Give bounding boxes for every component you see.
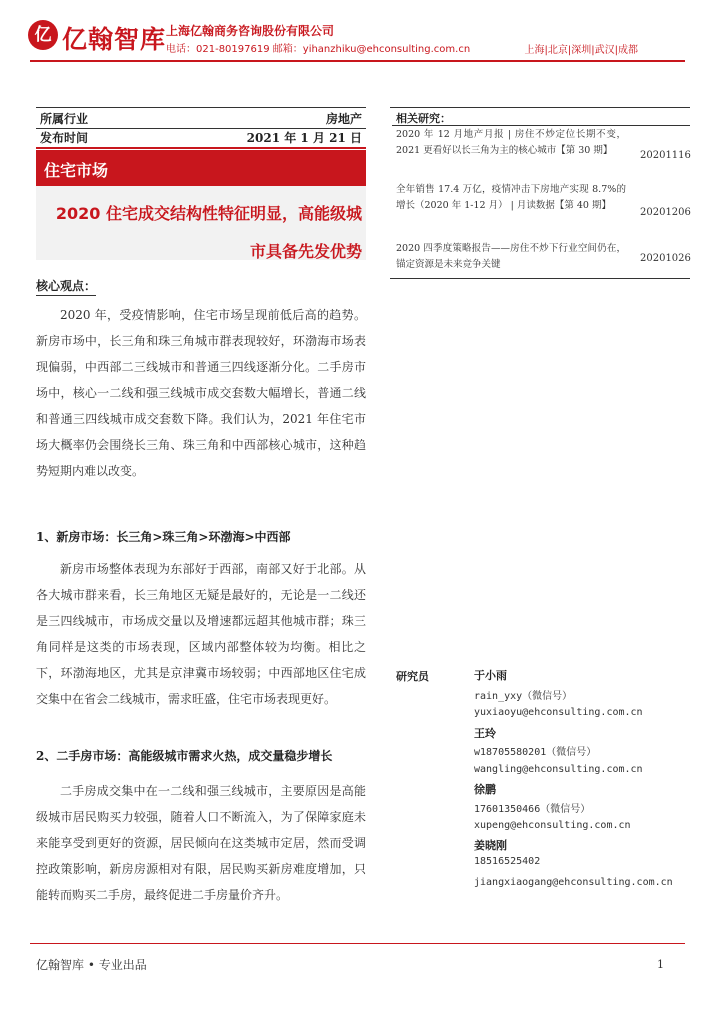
- footer-brand: 亿翰智库 • 专业出品: [36, 958, 147, 972]
- analyst-name: 王玲: [474, 727, 496, 740]
- date-row: [36, 127, 366, 149]
- industry-label: 所属行业: [40, 112, 89, 126]
- logo-mark-icon: 亿: [28, 20, 58, 50]
- footer-divider: [30, 943, 685, 944]
- related-divider: [392, 125, 690, 126]
- industry-row: [36, 107, 366, 129]
- date-label: 发布时间: [40, 131, 89, 145]
- company-name: 上海亿翰商务咨询股份有限公司: [166, 24, 335, 38]
- report-title: 2020 住宅成交结构性特征明显，高能级城市具备先发优势: [55, 204, 362, 261]
- industry-value: 房地产: [325, 112, 362, 126]
- related-item-date: 20201206: [640, 207, 691, 218]
- paragraph: 2020 年，受疫情影响，住宅市场呈现前低后高的趋势。新房市场中，长三角和珠三角城市群表现较好，环渤海市场表现偏弱，中西部二三线城市和普通三四线逐渐分化。二手房市场中，核心一二线和强三线城市成交套数大幅增长，普通二线和普通三四线城市成交套数下降。我们认为，2021 年住宅市场大概率仍会围绕长三角、珠三角和中西部核心城市，这种趋势短期内难以改变。: [36, 308, 366, 478]
- office-cities: 上海|北京|深圳|武汉|成都: [524, 45, 638, 56]
- related-item-date: 20201116: [640, 150, 691, 161]
- page-number: 1: [657, 958, 664, 971]
- resale-body: [36, 778, 366, 908]
- key-points-heading: 核心观点：: [36, 277, 96, 296]
- analyst-wechat: rain_yxy（微信号）: [474, 691, 573, 702]
- analyst-wechat: w18705580201（微信号）: [474, 747, 597, 758]
- analyst-name: 徐鹏: [474, 783, 496, 796]
- related-item-date: 20201026: [640, 253, 691, 264]
- analyst-name: 姜晓刚: [474, 839, 507, 852]
- analyst-email[interactable]: jiangxiaogang@ehconsulting.com.cn: [474, 877, 673, 888]
- header-divider: [30, 60, 685, 62]
- paragraph: 二手房成交集中在一二线和强三线城市，主要原因是高能级城市居民购买力较强，随着人口不断流入，为了保障家庭未来能享受到更好的资源，居民倾向在这类城市定居，然而受调控政策影响，新房房源相对有限，居民购买新房难度增加，只能转而购买二手房，最终促进二手房量价齐升。: [36, 784, 366, 902]
- new-homes-body: [36, 556, 366, 712]
- related-item-title[interactable]: 2020 四季度策略报告——房住不炒下行业空间仍在，锚定资源是未来竞争关键: [396, 243, 626, 270]
- paragraph: 新房市场整体表现为东部好于西部，南部又好于北部。从各大城市群来看，长三角地区无疑是最好的，无论是一二线还是三四线城市，市场成交量以及增速都远超其他城市群；珠三角同样是这类的市场表现，区域内部整体较为均衡。相比之下，环渤海地区，尤其是京津冀市场较弱；中西部地区住宅成交集中在省会二线城市，需求旺盛，住宅市场表现更好。: [36, 562, 366, 706]
- section-heading-new-homes: 1、新房市场：长三角>珠三角>环渤海>中西部: [36, 530, 291, 544]
- company-contact: 电话：021-80197619 邮箱：yihanzhiku@ehconsulting.com.cn: [166, 44, 471, 55]
- analyst-email[interactable]: yuxiaoyu@ehconsulting.com.cn: [474, 707, 643, 718]
- section-heading-resale: 2、二手房市场：高能级城市需求火热，成交量稳步增长: [36, 749, 333, 763]
- analyst-email[interactable]: xupeng@ehconsulting.com.cn: [474, 820, 631, 831]
- analyst-label: 研究员: [396, 670, 429, 683]
- analyst-email[interactable]: wangling@ehconsulting.com.cn: [474, 764, 643, 775]
- related-item-title[interactable]: 2020 年 12 月地产月报 | 房住不炒定位长期不变，2021 更看好以长三角为主的核心城市【第 30 期】: [396, 129, 626, 156]
- section-tag: 住宅市场: [44, 161, 109, 180]
- logo-text: 亿翰智库: [62, 25, 167, 54]
- key-points-body: [36, 302, 366, 484]
- related-item-title[interactable]: 全年销售 17.4 万亿，疫情冲击下房地产实现 8.7%的增长（2020 年 1-12 月） | 月读数据【第 40 期】: [396, 184, 626, 211]
- related-research-heading: 相关研究：: [396, 112, 451, 125]
- analyst-name: 于小雨: [474, 669, 507, 682]
- analyst-wechat: 18516525402: [474, 856, 541, 867]
- date-value: 2021 年 1 月 21 日: [246, 131, 362, 145]
- analyst-wechat: 17601350466（微信号）: [474, 804, 591, 815]
